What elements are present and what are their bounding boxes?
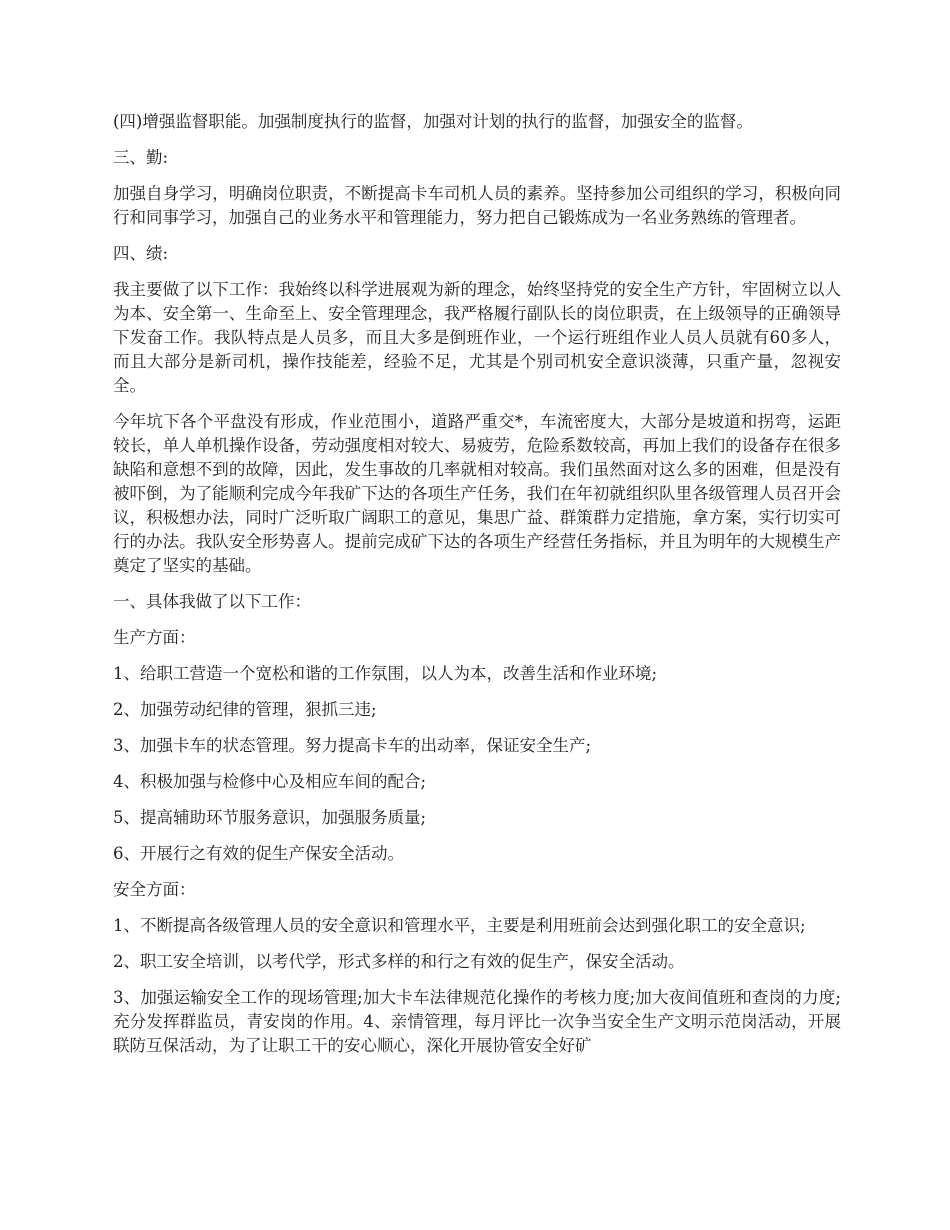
list-item: 5、提高辅助环节服务意识，加强服务质量;: [113, 808, 427, 827]
section-heading: 三、勤:: [113, 148, 169, 167]
paragraph: 加强自身学习，明确岗位职责，不断提高卡车司机人员的素养。坚持参加公司组织的学习，积极向同行和同事学习，加强自己的业务水平和管理能力，努力把自己锻炼成为一名业务熟练的管理者。: [113, 184, 841, 227]
paragraph: (四)增强监督职能。加强制度执行的监督，加强对计划的执行的监督，加强安全的监督。: [113, 112, 753, 131]
list-item: 4、积极加强与检修中心及相应车间的配合;: [113, 772, 427, 791]
list-item: 1、不断提高各级管理人员的安全意识和管理水平，主要是利用班前会达到强化职工的安全意识;: [113, 916, 806, 935]
paragraph: 今年坑下各个平盘没有形成，作业范围小，道路严重交*，车流密度大，大部分是坡道和拐弯，运距较长，单人单机操作设备，劳动强度相对较大、易疲劳，危险系数较高，再加上我们的设备存在很多缺陷和意想不到的故障，因此，发生事故的几率就相对较高。我们虽然面对这么多的困难，但是没有被吓倒，为了能顺利完成今年我矿下达的各项生产任务，我们在年初就组织队里各级管理人员召开会议，积极想办法，同时广泛听取广阔职工的意见，集思广益、群策群力定措施，拿方案，实行切实可行的办法。我队安全形势喜人。提前完成矿下达的各项生产经营任务指标，并且为明年的大规模生产奠定了坚实的基础。: [113, 412, 841, 575]
subsection-heading: 生产方面：: [113, 628, 196, 647]
paragraph: 我主要做了以下工作：我始终以科学进展观为新的理念，始终坚持党的安全生产方针，牢固树立以人为本、安全第一、生命至上、安全管理理念，我严格履行副队长的岗位职责，在上级领导的正确领导下发奋工作。我队特点是人员多，而且大多是倒班作业，一个运行班组作业人员人员就有60多人，而且大部分是新司机，操作技能差，经验不足，尤其是个别司机安全意识淡薄，只重产量，忽视安全。: [113, 280, 841, 395]
list-item: 2、加强劳动纪律的管理，狠抓三违;: [113, 700, 377, 719]
list-item: 3、加强运输安全工作的现场管理;加大卡车法律规范化操作的考核力度;加大夜间值班和查岗的力度;充分发挥群监员，青安岗的作用。4、亲情管理，每月评比一次争当安全生产文明示范岗活动，开展联防互保活动，为了让职工干的安心顺心，深化开展协管安全好矿: [113, 988, 841, 1055]
subsection-heading: 安全方面：: [113, 880, 196, 899]
document-page: [113, 110, 841, 1070]
section-heading: 四、绩:: [113, 244, 169, 263]
section-heading: 一、具体我做了以下工作：: [113, 592, 311, 611]
list-item: 2、职工安全培训，以考代学，形式多样的和行之有效的促生产，保安全活动。: [113, 952, 685, 971]
list-item: 6、开展行之有效的促生产保安全活动。: [113, 844, 404, 863]
list-item: 3、加强卡车的状态管理。努力提高卡车的出动率，保证安全生产;: [113, 736, 592, 755]
list-item: 1、给职工营造一个宽松和谐的工作氛围，以人为本，改善生活和作业环境;: [113, 664, 658, 683]
